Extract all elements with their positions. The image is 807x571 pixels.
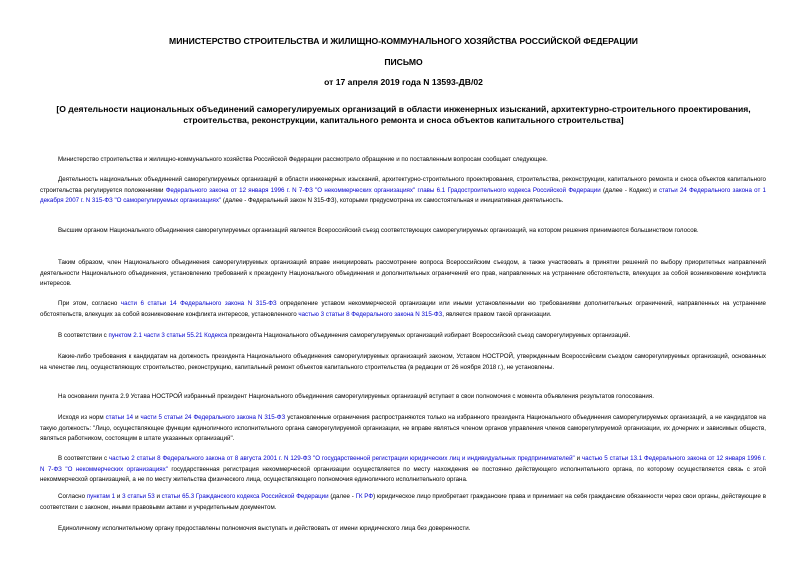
legal-reference-link[interactable]: пунктом 2.1 части 3 статьи 55.21 Кодекса (108, 332, 228, 339)
legal-reference-link[interactable]: 3 статьи 53 (122, 493, 155, 500)
legal-reference-link[interactable]: ГК РФ (355, 493, 374, 500)
legal-reference-link[interactable]: Федерального закона от 12 января 1996 г. N 7-ФЗ "О некоммерческих организациях" (165, 186, 416, 194)
paragraph-text: (далее - (328, 493, 356, 500)
paragraph-1 (40, 155, 766, 166)
legal-reference-link[interactable]: статьи 65.3 Гражданского кодекса Российской Федерации (161, 493, 329, 500)
paragraph-text: Согласно (58, 493, 87, 500)
legal-reference-link[interactable]: пунктам 1 (86, 493, 116, 500)
paragraph-3 (40, 226, 766, 237)
paragraph-text: и (133, 414, 141, 421)
paragraph-10 (40, 454, 766, 486)
legal-reference-link[interactable]: части 5 статьи 24 Федерального закона N 315-ФЗ (140, 414, 286, 421)
paragraph-2 (40, 175, 766, 207)
paragraph-text: Единоличному исполнительному органу предоставлены полномочия выступать и действовать от имени юридического лица без доверенности. (58, 525, 471, 532)
document-date-number: от 17 апреля 2019 года N 13593-ДВ/02 (324, 77, 483, 87)
legal-reference-link[interactable]: главы 6.1 Градостроительного кодекса Российской Федерации (417, 186, 601, 194)
paragraph-4 (40, 258, 766, 290)
paragraph-text: определение уставом некоммерческой организации или иными установленными ею требованиями дополнительных ограничений, направленных на устранение обстоятельств, влекущих за собой возникновение конфликта интересов, установленного (40, 300, 766, 318)
paragraph-text: Таким образом, член Национального объединения саморегулируемых организаций вправе инициировать рассмотрение вопроса Всероссийским съездом, а также участвовать в принятии решений по выбору приоритетных направлений деятельности Национального объединения, установлению требований к президенту Национального объединения и дополнительных ограничений его прав, направленных на устранение обстоятельств, влекущих за собой возникновение конфликта интересов. (40, 259, 766, 287)
paragraph-text: Деятельность национальных объединений саморегулируемых организаций в области инженерных изысканий, архитектурно-строительного проектирования, строительства, реконструкции, капитального ремонта и сноса объектов капитального строительства регулируется положениями (40, 176, 766, 194)
paragraph-9 (40, 413, 766, 445)
paragraph-text: В соответствии с (58, 332, 109, 339)
paragraph-text: (далее - Кодекс) и (600, 186, 660, 194)
paragraph-text: Какие-либо требования к кандидатам на должность президента Национального объединения саморегулируемых организаций законом, Уставом НОСТРОЙ, утвержденным Всероссийским съездом саморегулируемых организаций, основанных на членстве лиц, осуществляющих строительство, реконструкцию, капитальный ремонт объектов капитального строительства (в редакции от 26 ноября 2018 г.), не установлены. (40, 353, 766, 371)
legal-reference-link[interactable]: статьи 14 (105, 414, 134, 421)
ministry-title: МИНИСТЕРСТВО СТРОИТЕЛЬСТВА И ЖИЛИЩНО-КОММУНАЛЬНОГО ХОЗЯЙСТВА РОССИЙСКОЙ ФЕДЕРАЦИИ (169, 36, 638, 46)
legal-reference-link[interactable]: частью 2 статьи 8 Федерального закона от 8 августа 2001 г. N 129-ФЗ "О государственной регистрации юридических лиц и индивидуальных предпринимателей" (108, 455, 575, 462)
paragraph-text: Министерство строительства и жилищно-коммунального хозяйства Российской Федерации рассмотрело обращение и по поставленным вопросам сообщает следующее. (58, 156, 548, 163)
paragraph-text: и (574, 455, 582, 462)
paragraph-text: установленные ограничения распространяются только на избранного президента Национального объединения саморегулируемых организаций, а не кандидатов на такую должность: "Лицо, осуществляющее функции единоличного исполнительного органа саморегулируемой организации, не вправе являться членом органов управления членов саморегулируемой организации, их дочерних и зависимых обществ, являться работником, состоящим в штате указанных организаций". (40, 414, 766, 442)
paragraph-text: государственная регистрация некоммерческой организации осуществляется по месту нахождения ее постоянно действующего исполнительного органа, по которому осуществляется связь с этой некоммерческой организацией, а не по месту жительства физического лица, осуществляющего полномочия единоличного исполнительного органа. (40, 465, 766, 483)
document-type: ПИСЬМО (384, 57, 423, 67)
paragraph-text: , является правом такой организации. (442, 310, 552, 318)
legal-reference-link[interactable]: частью 3 статьи 8 Федерального закона N 315-ФЗ (298, 310, 443, 318)
paragraph-5 (40, 299, 766, 320)
paragraph-text: президента Национального объединения саморегулируемых организаций избирает Всероссийский съезд саморегулируемых организаций. (227, 332, 631, 339)
paragraph-text: и (154, 493, 162, 500)
paragraph-12 (40, 524, 766, 535)
document-subject: [О деятельности национальных объединений саморегулируемых организаций в области инженерных изысканий, архитектурно-строительного проектирования, строительства, реконструкции, капитального ремонта и сноса объектов капитального строительства] (56, 104, 751, 125)
paragraph-6 (40, 331, 766, 342)
paragraph-text: Исходя из норм (58, 414, 106, 421)
paragraph-text: Высшим органом Национального объединения саморегулируемых организаций является Всероссийский съезд соответствующих саморегулируемых организаций, на котором решения принимаются большинством голосов. (58, 227, 699, 234)
paragraph-text: и (115, 493, 123, 500)
paragraph-text: При этом, согласно (58, 300, 121, 307)
paragraph-text: В соответствии с (58, 455, 109, 462)
paragraph-text: ) юридическое лицо приобретает гражданские права и принимает на себя гражданские обязанности через свои органы, действующие в соответствии с законом, иными правовыми актами и учредительным документом. (40, 493, 766, 511)
legal-reference-link[interactable]: частью 5 статьи 13.1 Федерального закона от 12 января 1996 г. N 7-ФЗ "О некоммерческих организациях" (40, 455, 767, 473)
paragraph-8 (40, 392, 766, 403)
legal-reference-link[interactable]: статьи 24 Федерального закона от 1 декабря 2007 г. N 315-ФЗ "О саморегулируемых организациях" (40, 186, 766, 204)
legal-reference-link[interactable]: части 6 статьи 14 Федерального закона N 315-ФЗ (120, 300, 277, 307)
paragraph-11 (40, 492, 766, 513)
paragraph-text: На основании пункта 2.9 Устава НОСТРОЙ избранный президент Национального объединения саморегулируемых организаций вступает в свои полномочия с момента объявления результатов голосования. (58, 393, 654, 400)
paragraph-7 (40, 352, 766, 373)
paragraph-text: (далее - Федеральный закон N 315-ФЗ), которыми предусмотрена их самостоятельная и инициативная деятельность. (221, 197, 564, 204)
